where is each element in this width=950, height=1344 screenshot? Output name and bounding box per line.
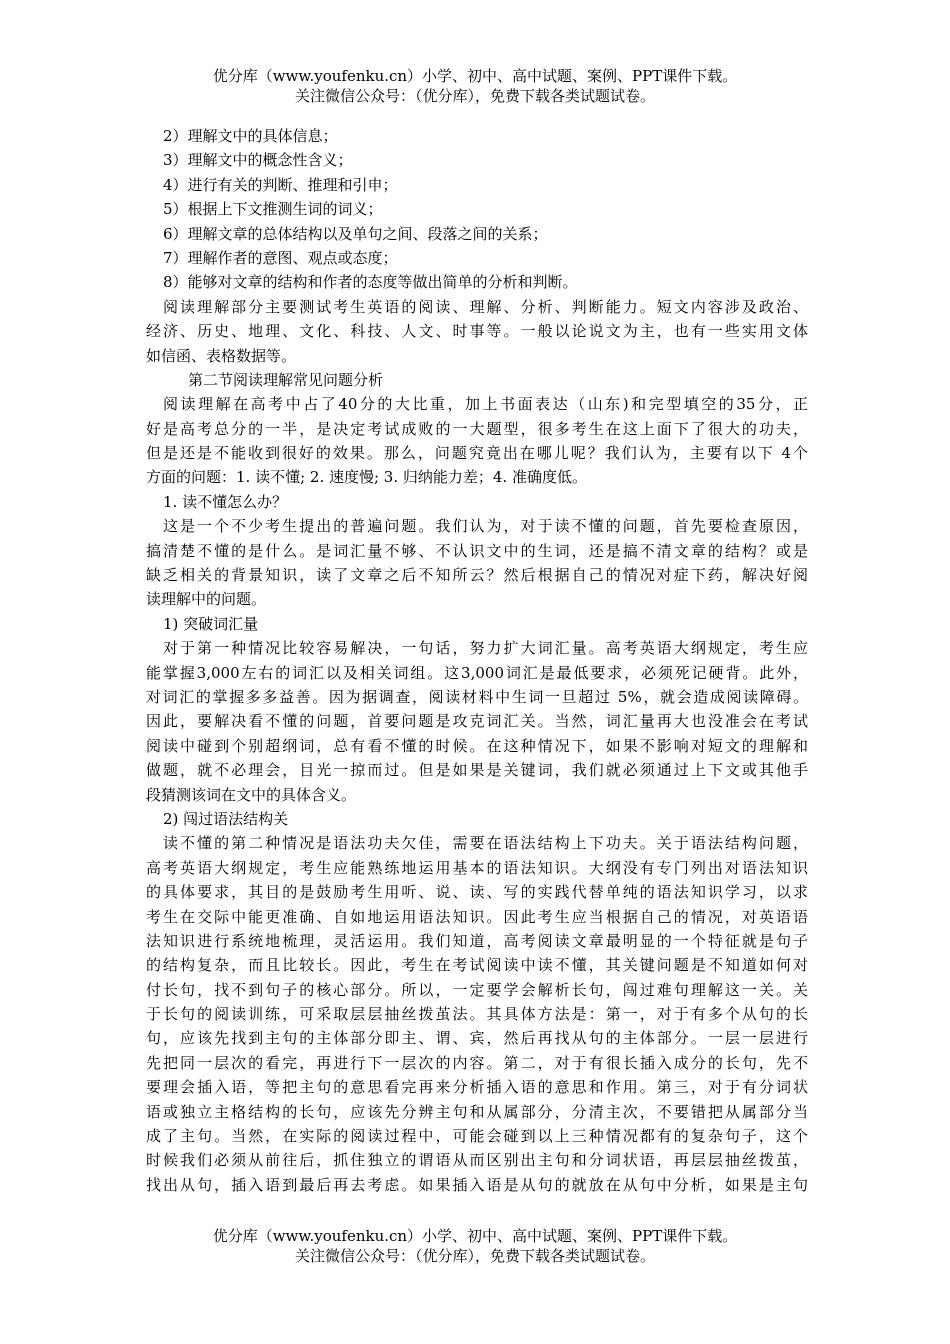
paragraph-line: 对词汇的掌握多多益善。因为据调查，阅读材料中生词一旦超过 5%，就会造成阅读障碍。: [146, 687, 808, 706]
subheading: 2) 闯过语法结构关: [163, 809, 289, 828]
list-item: 5）根据上下文推测生词的词义；: [163, 200, 383, 219]
paragraph-line: 高考英语大纲规定，考生应能熟练地运用基本的语法知识。大纲没有专门列出对语法知识: [146, 858, 808, 877]
list-item: 6）理解文章的总体结构以及单句之间、段落之间的关系；: [163, 224, 548, 243]
paragraph-line: 如信函、表格数据等。: [146, 346, 297, 365]
document-body: [146, 124, 808, 1197]
paragraph-line: 时候我们必须从前往后，抓住独立的谓语从而区别出主句和分词状语，再层层抽丝拨茧，: [146, 1151, 808, 1170]
paragraph-line: 这是一个不少考生提出的普遍问题。我们认为，对于读不懂的问题，首先要检查原因，: [163, 517, 808, 536]
list-item: 2）理解文中的具体信息；: [163, 127, 338, 145]
subheading: 1. 读不懂怎么办？: [163, 492, 288, 511]
paragraph-line: 法知识进行系统地梳理，灵活运用。我们知道，高考阅读文章最明显的一个特征就是句子: [146, 931, 808, 950]
paragraph-line: 能掌握3,000左右的词汇以及相关词组。这3,000词汇是最低要求，必须死记硬背。此外，: [146, 663, 808, 682]
paragraph-line: 的结构复杂，而且比较长。因此，考生在考试阅读中读不懂，其关键问题是不知道如何对: [146, 956, 808, 975]
paragraph-line: 阅读中碰到个别超纲词，总有看不懂的时候。在这种情况下，如果不影响对短文的理解和: [146, 736, 808, 755]
list-item: 7）理解作者的意图、观点或态度；: [163, 248, 398, 267]
footer-line-2: 关注微信公众号：（优分库），免费下载各类试题试卷。: [294, 1247, 655, 1265]
paragraph-line: 句，应该先找到主句的主体部分即主、谓、宾，然后再找从句的主体部分。一层一层进行: [146, 1029, 808, 1048]
paragraph-line: 阅读理解在高考中占了40分的大比重，加上书面表达（山东)和完型填空的35分，正: [163, 395, 808, 414]
paragraph-line: 成了主句。当然，在实际的阅读过程中，可能会碰到以上三种情况都有的复杂句子，这个: [146, 1127, 808, 1146]
paragraph-line: 搞清楚不懂的是什么。是词汇量不够、不认识文中的生词，还是搞不清文章的结构？或是: [146, 541, 808, 560]
page-header: [0, 66, 950, 106]
paragraph-line: 考生在交际中能更准确、自如地运用语法知识。因此考生应当根据自己的情况，对英语语: [146, 907, 808, 926]
header-line-1: 优分库（www.youfenku.cn）小学、初中、高中试题、案例、PPT课件下载。: [212, 67, 738, 85]
list-item: 8）能够对文章的结构和作者的态度等做出简单的分析和判断。: [163, 273, 578, 292]
paragraph-line: 要理会插入语，等把主句的意思看完再来分析插入语的意思和作用。第三，对于有分词状: [146, 1078, 808, 1097]
header-line-2: 关注微信公众号：（优分库），免费下载各类试题试卷。: [294, 87, 655, 105]
subheading: 1) 突破词汇量: [163, 614, 259, 633]
paragraph-line: 方面的问题：1. 读不懂; 2. 速度慢; 3. 归纳能力差；4. 准确度低。: [146, 468, 587, 487]
paragraph-line: 做题，就不必理会，目光一掠而过。但是如果是关键词，我们就必须通过上下文或其他手: [146, 761, 808, 780]
paragraph-line: 读不懂的第二种情况是语法功夫欠佳，需要在语法结构上下功夫。关于语法结构问题，: [163, 834, 808, 853]
paragraph-line: 缺乏相关的背景知识，读了文章之后不知所云？然后根据自己的情况对症下药，解决好阅: [146, 566, 808, 585]
footer-line-1: 优分库（www.youfenku.cn）小学、初中、高中试题、案例、PPT课件下载。: [212, 1227, 738, 1245]
list-item: 4）进行有关的判断、推理和引申；: [163, 175, 398, 194]
paragraph-line: 经济、历史、地理、文化、科技、人文、时事等。一般以论说文为主，也有一些实用文体: [146, 322, 808, 341]
list-item: 3）理解文中的概念性含义；: [163, 151, 353, 170]
paragraph-line: 先把同一层次的看完，再进行下一层次的内容。第二，对于有很长插入成分的长句，先不: [146, 1053, 808, 1072]
paragraph-line: 好是高考总分的一半，是决定考试成败的一大题型，很多考生在这上面下了很大的功夫，: [146, 419, 808, 438]
paragraph-line: 段猜测该词在文中的具体含义。: [146, 785, 357, 804]
paragraph-line: 因此，要解决看不懂的问题，首要问题是攻克词汇关。当然，词汇量再大也没准会在考试: [146, 712, 808, 731]
paragraph-line: 付长句，找不到句子的核心部分。所以，一定要学会解析长句，闯过难句理解这一关。关: [146, 980, 808, 999]
paragraph-line: 的具体要求，其目的是鼓励考生用听、说、读、写的实践代替单纯的语法知识学习，以求: [146, 883, 808, 902]
paragraph-line: 但是还是不能收到很好的效果。那么，问题究竟出在哪儿呢？我们认为，主要有以下 4个: [146, 444, 808, 463]
page-footer: [0, 1226, 950, 1266]
paragraph-line: 对于第一种情况比较容易解决，一句话，努力扩大词汇量。高考英语大纲规定，考生应: [163, 639, 808, 658]
section-heading: 第二节阅读理解常见问题分析: [188, 370, 384, 389]
paragraph-line: 找出从句，插入语到最后再去考虑。如果插入语是从句的就放在从句中分析，如果是主句: [146, 1175, 808, 1194]
paragraph-line: 读理解中的问题。: [146, 590, 267, 609]
paragraph-line: 阅读理解部分主要测试考生英语的阅读、理解、分析、判断能力。短文内容涉及政治、: [163, 297, 808, 316]
paragraph-line: 语或独立主格结构的长句，应该先分辨主句和从属部分，分清主次，不要错把从属部分当: [146, 1102, 808, 1121]
paragraph-line: 于长句的阅读训练，可采取层层抽丝拨茧法。其具体方法是：第一，对于有多个从句的长: [146, 1005, 808, 1024]
